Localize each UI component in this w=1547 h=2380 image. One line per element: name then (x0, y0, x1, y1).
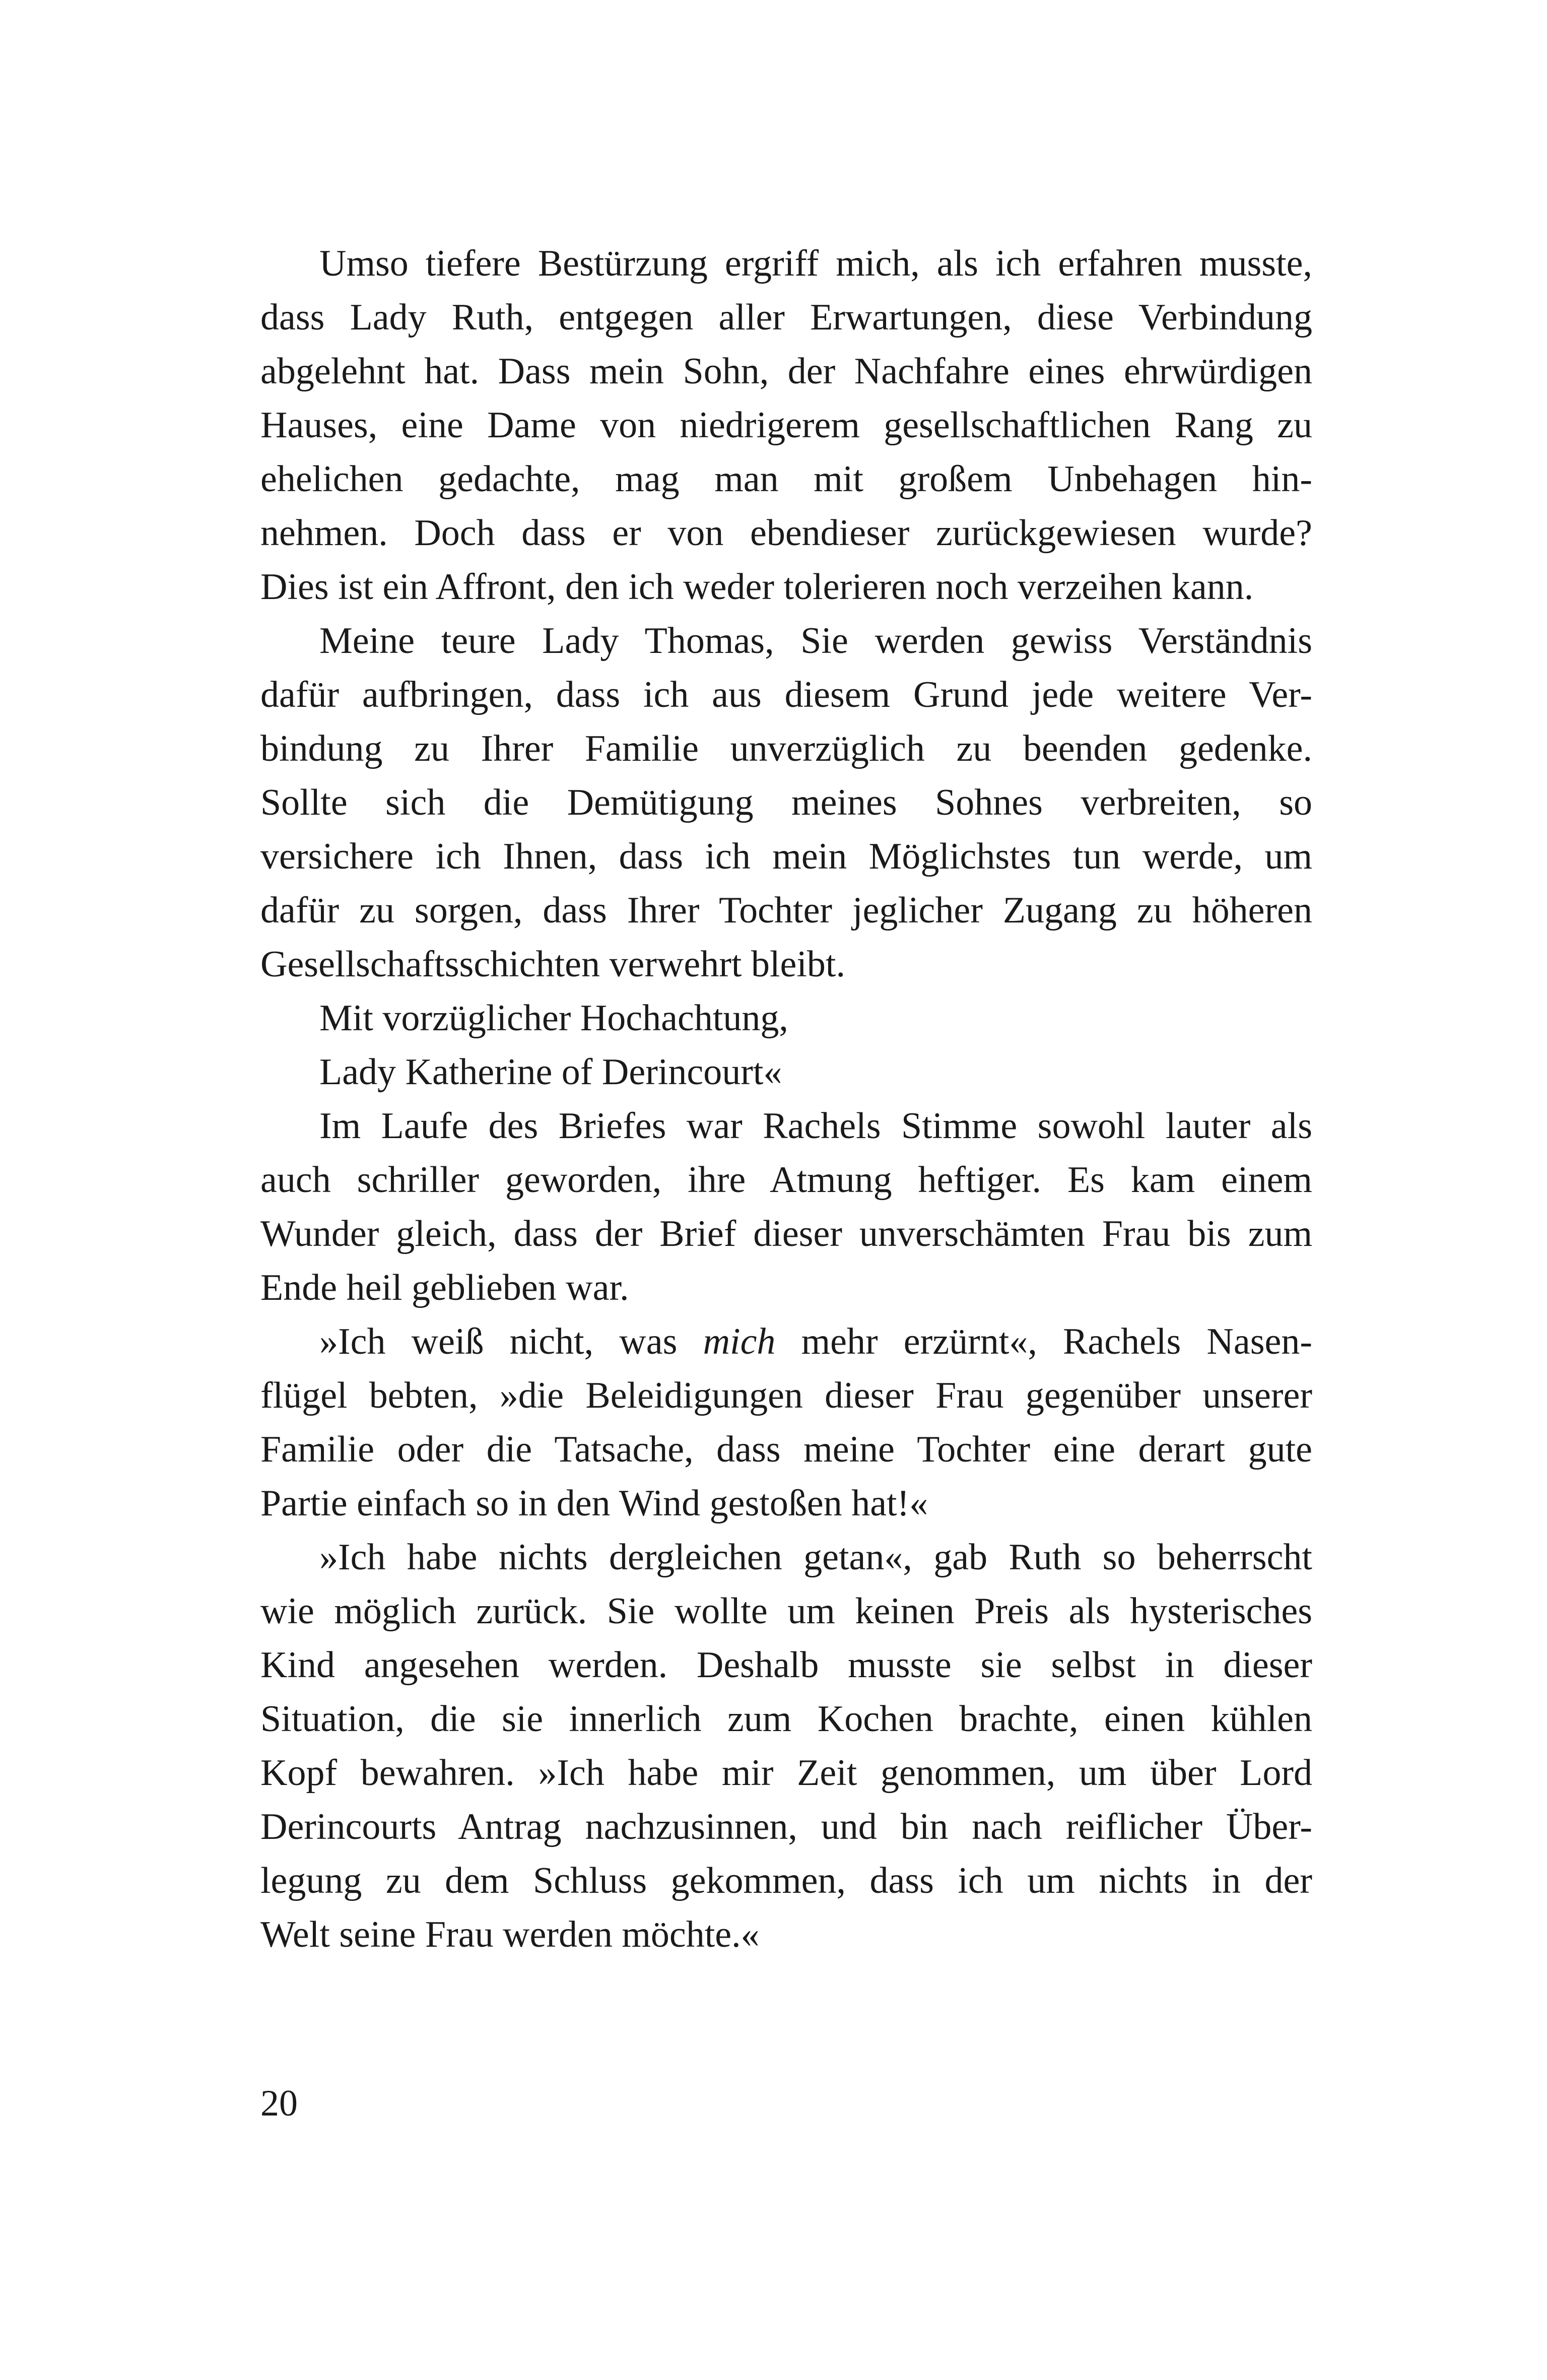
text-line-content: Gesellschaftsschichten verwehrt bleibt. (260, 944, 845, 985)
text-line (260, 1369, 1312, 1423)
text-line (260, 560, 1312, 614)
text-line (260, 668, 1312, 722)
text-line (260, 1908, 1312, 1962)
text-line (260, 291, 1312, 345)
text-line-continuation: mehr erzürnt«, Rachels Nasen- (775, 1321, 1312, 1362)
text-line (260, 506, 1312, 560)
body-text (260, 237, 1312, 1962)
text-line (260, 1800, 1312, 1854)
text-line-content: »Ich habe nichts dergleichen getan«, gab Ruth so beherrscht (319, 1537, 1312, 1578)
text-line-content: Kopf bewahren. »Ich habe mir Zeit genommen, um über Lord (260, 1752, 1312, 1794)
text-line-content: Dies ist ein Affront, den ich weder tolerieren noch verzeihen kann. (260, 566, 1254, 608)
text-line-content: ehelichen gedachte, mag man mit großem Unbehagen hin- (260, 458, 1312, 500)
text-line (260, 1153, 1312, 1207)
text-line-content: Derincourts Antrag nachzusinnen, und bin nach reiflicher Über- (260, 1806, 1312, 1847)
text-line-content: dafür aufbringen, dass ich aus diesem Grund jede weitere Ver- (260, 674, 1312, 715)
text-line (260, 1261, 1312, 1315)
text-line (260, 1477, 1312, 1531)
text-line (260, 1584, 1312, 1638)
text-line (260, 1531, 1312, 1584)
text-line-content: Familie oder die Tatsache, dass meine Tochter eine derart gute (260, 1429, 1312, 1470)
text-line (260, 1746, 1312, 1800)
text-line-content: Lady Katherine of Derincourt« (319, 1051, 782, 1093)
text-line-content: Situation, die sie innerlich zum Kochen brachte, einen kühlen (260, 1698, 1312, 1740)
text-line-content: »Ich weiß nicht, was (319, 1321, 703, 1362)
text-line (260, 1692, 1312, 1746)
text-line-content: nehmen. Doch dass er von ebendieser zurückgewiesen wurde? (260, 512, 1312, 554)
text-line (260, 1854, 1312, 1908)
text-line (260, 452, 1312, 506)
text-line-content: Hauses, eine Dame von niedrigerem gesellschaftlichen Rang zu (260, 405, 1312, 446)
text-line-content: legung zu dem Schluss gekommen, dass ich um nichts in der (260, 1860, 1312, 1901)
text-line-content: versichere ich Ihnen, dass ich mein Möglichstes tun werde, um (260, 836, 1312, 877)
text-line-content: Meine teure Lady Thomas, Sie werden gewiss Verständnis (319, 620, 1312, 662)
text-line (260, 991, 1312, 1045)
text-line-content: Sollte sich die Demütigung meines Sohnes verbreiten, so (260, 782, 1312, 823)
text-line-content: dass Lady Ruth, entgegen aller Erwartungen, diese Verbindung (260, 297, 1312, 338)
text-line (260, 776, 1312, 830)
text-line (260, 399, 1312, 452)
text-line (260, 938, 1312, 991)
text-line-content: Kind angesehen werden. Deshalb musste sie selbst in dieser (260, 1644, 1312, 1686)
text-line-content: dafür zu sorgen, dass Ihrer Tochter jeglicher Zugang zu höheren (260, 890, 1312, 931)
text-line (260, 1638, 1312, 1692)
text-line (260, 722, 1312, 776)
text-line (260, 830, 1312, 884)
text-line-content: Ende heil geblieben war. (260, 1267, 629, 1308)
text-line-content: Mit vorzüglicher Hochachtung, (319, 998, 788, 1039)
text-line (260, 1315, 1312, 1369)
text-line (260, 614, 1312, 668)
text-line-content: bindung zu Ihrer Familie unverzüglich zu beenden gedenke. (260, 728, 1312, 769)
text-line-content: abgelehnt hat. Dass mein Sohn, der Nachfahre eines ehrwürdigen (260, 351, 1312, 392)
text-line (260, 884, 1312, 938)
text-line (260, 1045, 1312, 1099)
text-line-content: Wunder gleich, dass der Brief dieser unverschämten Frau bis zum (260, 1213, 1312, 1254)
text-line (260, 1099, 1312, 1153)
emphasized-word: mich (703, 1321, 776, 1362)
text-line-content: flügel bebten, »die Beleidigungen dieser Frau gegenüber unserer (260, 1375, 1312, 1416)
text-line-content: Partie einfach so in den Wind gestoßen hat!« (260, 1483, 928, 1524)
text-line-content: Welt seine Frau werden möchte.« (260, 1914, 760, 1955)
page-number: 20 (260, 2083, 298, 2124)
text-line-content: Im Laufe des Briefes war Rachels Stimme sowohl lauter als (319, 1105, 1312, 1147)
text-line (260, 1423, 1312, 1477)
text-line-content: wie möglich zurück. Sie wollte um keinen Preis als hysterisches (260, 1591, 1312, 1632)
text-line-content: auch schriller geworden, ihre Atmung heftiger. Es kam einem (260, 1159, 1312, 1201)
text-line (260, 1207, 1312, 1261)
text-line (260, 345, 1312, 399)
text-line (260, 237, 1312, 291)
text-line-content: Umso tiefere Bestürzung ergriff mich, als ich erfahren musste, (319, 243, 1312, 284)
